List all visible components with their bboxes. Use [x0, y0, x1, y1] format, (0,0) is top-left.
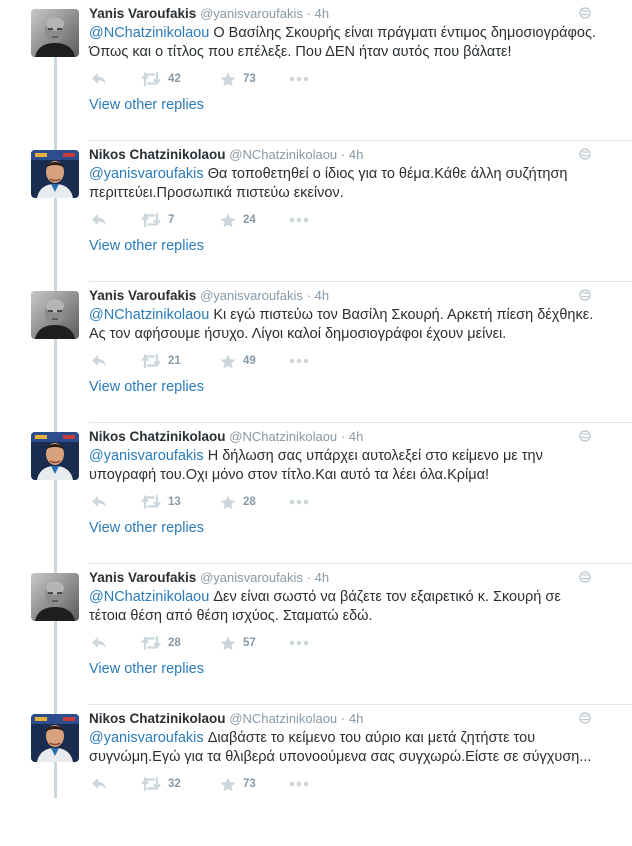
author-handle[interactable]: @NChatzinikolaou	[229, 711, 338, 726]
retweet-button[interactable]	[141, 493, 181, 511]
timestamp[interactable]: 4h	[314, 288, 330, 303]
tweet-text	[89, 24, 599, 62]
favorite-count: 73	[243, 778, 256, 790]
globe-icon	[579, 289, 591, 301]
thread-line	[54, 282, 57, 291]
tweet-actions	[89, 70, 389, 88]
favorite-button[interactable]	[220, 493, 256, 511]
reply-button[interactable]	[91, 70, 107, 88]
tweet	[0, 705, 632, 846]
retweet-count: 28	[168, 637, 181, 649]
timestamp[interactable]: 4h	[348, 147, 364, 162]
tweet-actions	[89, 634, 389, 652]
timestamp[interactable]: 4h	[314, 6, 330, 21]
tweet	[0, 141, 632, 282]
reply-icon	[91, 636, 107, 650]
timestamp[interactable]: 4h	[348, 429, 364, 444]
tweet-header	[89, 288, 329, 303]
thread-line	[54, 423, 57, 432]
view-other-replies-link[interactable]: View other replies	[89, 379, 204, 395]
star-icon	[220, 213, 236, 228]
thread-line	[54, 480, 57, 564]
retweet-count: 21	[168, 355, 181, 367]
mention-link[interactable]: @yanisvaroufakis	[89, 166, 204, 182]
avatar-portrait-icon	[31, 432, 79, 480]
tweet-text	[89, 165, 599, 203]
author-handle[interactable]: @NChatzinikolaou	[229, 429, 338, 444]
more-dots-icon	[289, 76, 309, 82]
retweet-count: 7	[168, 214, 175, 226]
tweet-header	[89, 711, 363, 726]
globe-icon	[579, 712, 591, 724]
reply-button[interactable]	[91, 634, 107, 652]
more-button[interactable]	[289, 493, 309, 511]
mention-link[interactable]: @yanisvaroufakis	[89, 448, 204, 464]
reply-button[interactable]	[91, 493, 107, 511]
tweet	[0, 0, 632, 141]
reply-icon	[91, 777, 107, 791]
reply-icon	[91, 213, 107, 227]
tweet-text	[89, 306, 599, 344]
favorite-count: 28	[243, 496, 256, 508]
separator-dot: ·	[340, 429, 349, 444]
favorite-button[interactable]	[220, 352, 256, 370]
reply-button[interactable]	[91, 775, 107, 793]
avatar[interactable]	[31, 573, 79, 621]
more-button[interactable]	[289, 775, 309, 793]
retweet-button[interactable]	[141, 211, 174, 229]
tweet-body: Δεν είναι σωστό να βάζετε τον εξαιρετικό κ. Σκουρή σε τέτοια θέση από θέση ισχύος. Σταματώ εδώ.	[89, 589, 561, 624]
globe-icon	[579, 430, 591, 442]
star-icon	[220, 354, 236, 369]
separator-dot: ·	[306, 6, 315, 21]
favorite-button[interactable]	[220, 70, 256, 88]
retweet-count: 42	[168, 73, 181, 85]
more-dots-icon	[289, 640, 309, 646]
retweet-button[interactable]	[141, 70, 181, 88]
reply-button[interactable]	[91, 211, 107, 229]
reply-icon	[91, 354, 107, 368]
favorite-count: 57	[243, 637, 256, 649]
retweet-count: 32	[168, 778, 181, 790]
more-button[interactable]	[289, 70, 309, 88]
tweet	[0, 423, 632, 564]
tweet	[0, 564, 632, 705]
author-handle[interactable]: @NChatzinikolaou	[229, 147, 338, 162]
more-button[interactable]	[289, 352, 309, 370]
tweet-text	[89, 447, 599, 485]
tweet-body: Θα τοποθετηθεί ο ίδιος για το θέμα.Κάθε άλλη συζήτηση περιττεύει.Προσωπικά πιστεύω εκείνον.	[89, 166, 568, 201]
view-other-replies-link[interactable]: View other replies	[89, 520, 204, 536]
tweet-body: Ο Βασίλης Σκουρής είναι πράγματι έντιμος δημοσιογράφος. Όπως και ο τίτλος που επέλεξε. Που ΔΕΝ ήταν αυτός που βάλατε!	[89, 25, 596, 60]
star-icon	[220, 72, 236, 87]
avatar[interactable]	[31, 150, 79, 198]
tweet-header	[89, 570, 329, 585]
avatar[interactable]	[31, 432, 79, 480]
tweet	[0, 282, 632, 423]
tweet-actions	[89, 211, 389, 229]
retweet-icon	[141, 777, 161, 791]
author-handle[interactable]: @yanisvaroufakis	[200, 288, 303, 303]
author-name[interactable]: Nikos Chatzinikolaou	[89, 429, 226, 444]
avatar-portrait-icon	[31, 573, 79, 621]
separator-dot: ·	[340, 147, 349, 162]
author-name[interactable]: Nikos Chatzinikolaou	[89, 147, 226, 162]
tweet-body: Κι εγώ πιστεύω τον Βασίλη Σκουρή. Αρκετή πίεση δέχθηκε. Ας τον αφήσουμε ήσυχο. Λίγοι καλοί δημοσιογράφοι έχουν μείνει.	[89, 307, 594, 342]
thread-line	[54, 621, 57, 705]
tweet-body: Η δήλωση σας υπάρχει αυτολεξεί στο κείμενο με την υπογραφή του.Οχι μόνο στον τίτλο.Και αυτό τα λέει όλα.Κρίμα!	[89, 448, 543, 483]
favorite-count: 73	[243, 73, 256, 85]
mention-link[interactable]: @NChatzinikolaou	[89, 25, 210, 41]
view-other-replies-link[interactable]: View other replies	[89, 97, 204, 113]
more-dots-icon	[289, 217, 309, 223]
tweet-text	[89, 729, 599, 767]
avatar-portrait-icon	[31, 291, 79, 339]
avatar[interactable]	[31, 9, 79, 57]
more-dots-icon	[289, 499, 309, 505]
reply-icon	[91, 72, 107, 86]
thread-line	[54, 705, 57, 714]
avatar[interactable]	[31, 714, 79, 762]
tweet-actions	[89, 493, 389, 511]
favorite-count: 24	[243, 214, 256, 226]
thread-line	[54, 198, 57, 282]
tweet-header	[89, 429, 363, 444]
retweet-button[interactable]	[141, 775, 181, 793]
more-dots-icon	[289, 358, 309, 364]
separator-dot: ·	[306, 288, 315, 303]
retweet-icon	[141, 636, 161, 650]
tweet-text	[89, 588, 599, 626]
retweet-button[interactable]	[141, 352, 181, 370]
separator-dot: ·	[340, 711, 349, 726]
mention-link[interactable]: @NChatzinikolaou	[89, 307, 210, 323]
avatar-portrait-icon	[31, 714, 79, 762]
thread-line	[54, 564, 57, 573]
retweet-icon	[141, 495, 161, 509]
favorite-button[interactable]	[220, 634, 256, 652]
reply-icon	[91, 495, 107, 509]
retweet-icon	[141, 213, 161, 227]
globe-icon	[579, 148, 591, 160]
favorite-button[interactable]	[220, 775, 256, 793]
thread-line	[54, 762, 57, 798]
view-other-replies-link[interactable]: View other replies	[89, 661, 204, 677]
author-handle[interactable]: @yanisvaroufakis	[200, 570, 303, 585]
globe-icon	[579, 7, 591, 19]
tweet-actions	[89, 775, 389, 793]
reply-button[interactable]	[91, 352, 107, 370]
author-name[interactable]: Yanis Varoufakis	[89, 570, 197, 585]
timestamp[interactable]: 4h	[348, 711, 364, 726]
tweet-body: Διαβάστε το κείμενο του αύριο και μετά ζητήστε του συγνώμη.Εγώ για τα θλιβερά υπονοούμενα σας συγχωρώ.Είστε σε σύγχυση...	[89, 730, 592, 765]
favorite-button[interactable]	[220, 211, 256, 229]
tweet-header	[89, 6, 329, 21]
timestamp[interactable]: 4h	[314, 570, 330, 585]
mention-link[interactable]: @NChatzinikolaou	[89, 589, 210, 605]
author-name[interactable]: Yanis Varoufakis	[89, 6, 197, 21]
retweet-icon	[141, 354, 161, 368]
author-name[interactable]: Nikos Chatzinikolaou	[89, 711, 226, 726]
thread-line	[54, 57, 57, 141]
favorite-count: 49	[243, 355, 256, 367]
star-icon	[220, 777, 236, 792]
mention-link[interactable]: @yanisvaroufakis	[89, 730, 204, 746]
separator-dot: ·	[306, 570, 315, 585]
retweet-icon	[141, 72, 161, 86]
avatar-portrait-icon	[31, 9, 79, 57]
star-icon	[220, 636, 236, 651]
view-other-replies-link[interactable]: View other replies	[89, 238, 204, 254]
more-button[interactable]	[289, 634, 309, 652]
author-name[interactable]: Yanis Varoufakis	[89, 288, 197, 303]
more-button[interactable]	[289, 211, 309, 229]
author-handle[interactable]: @yanisvaroufakis	[200, 6, 303, 21]
thread-line	[54, 339, 57, 423]
star-icon	[220, 495, 236, 510]
avatar[interactable]	[31, 291, 79, 339]
more-dots-icon	[289, 781, 309, 787]
retweet-count: 13	[168, 496, 181, 508]
retweet-button[interactable]	[141, 634, 181, 652]
tweet-header	[89, 147, 363, 162]
tweet-actions	[89, 352, 389, 370]
thread-line	[54, 141, 57, 150]
avatar-portrait-icon	[31, 150, 79, 198]
globe-icon	[579, 571, 591, 583]
